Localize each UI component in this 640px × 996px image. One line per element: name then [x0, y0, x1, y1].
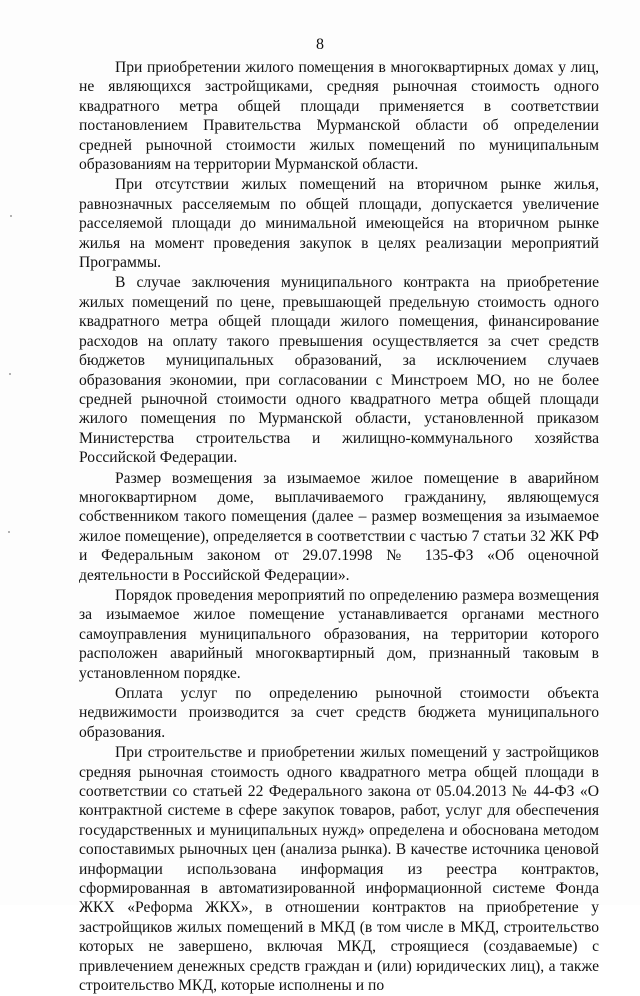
scan-speck [10, 215, 12, 217]
paragraph-3: В случае заключения муниципального контракта на приобретение жилых помещений по цене, превышающей предельную стоимость одного квадратного метра общей площади жилого помещения, финансирование расходов на оплату такого превышения осуществляется за счет средств бюджетов муниципальных образований, за исключением случаев образования экономии, при согласовании с Минстроем МО, но не более средней рыночной стоимости одного квадратного метра общей площади жилого помещения по Мурманской области, установленной приказом Министерства строительства и жилищно-коммунального хозяйства Российской Федерации. [79, 274, 599, 467]
page-number: 8 [316, 36, 324, 53]
paragraph-5: Порядок проведения мероприятий по определению размера возмещения за изымаемое жилое помещение устанавливается органами местного самоуправления муниципального образования, на территории которого расположен аварийный многоквартирный дом, признанный таковым в установленном порядке. [79, 586, 599, 682]
document-body [79, 58, 599, 996]
paragraph-2: При отсутствии жилых помещений на вторичном рынке жилья, равнозначных расселяемым по общей площади, допускается увеличение расселяемой площади до минимальной имеющейся на вторичном рынке жилья на момент проведения закупок в целях реализации мероприятий Программы. [79, 176, 599, 272]
paragraph-7: При строительстве и приобретении жилых помещений у застройщиков средняя рыночная стоимость одного квадратного метра общей площади в соответствии со статьей 22 Федерального закона от 05.04.2013 № 44-ФЗ «О контрактной системе в сфере закупок товаров, работ, услуг для обеспечения государственных и муниципальных нужд» определена и обоснована методом сопоставимых рыночных цен (анализа рынка). В качестве источника ценовой информации использована информация из реестра контрактов, сформированная в автоматизированной информационной системе Фонда ЖКХ «Реформа ЖКХ», в отношении контрактов на приобретение у застройщиков жилых помещений в МКД (в том числе в МКД, строительство которых не завершено, включая МКД, строящиеся (создаваемые) с привлечением денежных средств граждан и (или) юридических лиц), а также строительство МКД, которые исполнены и по [79, 744, 599, 995]
paragraph-1: При приобретении жилого помещения в многоквартирных домах у лиц, не являющихся застройщиками, средняя рыночная стоимость одного квадратного метра общей площади применяется в соответствии постановлением Правительства Мурманской области об определении средней рыночной стоимости жилых помещений по муниципальным образованиям на территории Мурманской области. [79, 59, 599, 174]
scan-speck [8, 531, 10, 533]
paragraph-6: Оплата услуг по определению рыночной стоимости объекта недвижимости производится за счет средств бюджета муниципального образования. [79, 685, 599, 741]
paragraph-4: Размер возмещения за изымаемое жилое помещение в аварийном многоквартирном доме, выплачиваемого гражданину, являющемуся собственником такого помещения (далее – размер возмещения за изымаемое жилое помещение), определяется в соответствии с частью 7 статьи 32 ЖК РФ и Федеральным законом от 29.07.1998 № 135-ФЗ «Об оценочной деятельности в Российской Федерации». [79, 469, 599, 584]
scan-speck [9, 373, 11, 375]
